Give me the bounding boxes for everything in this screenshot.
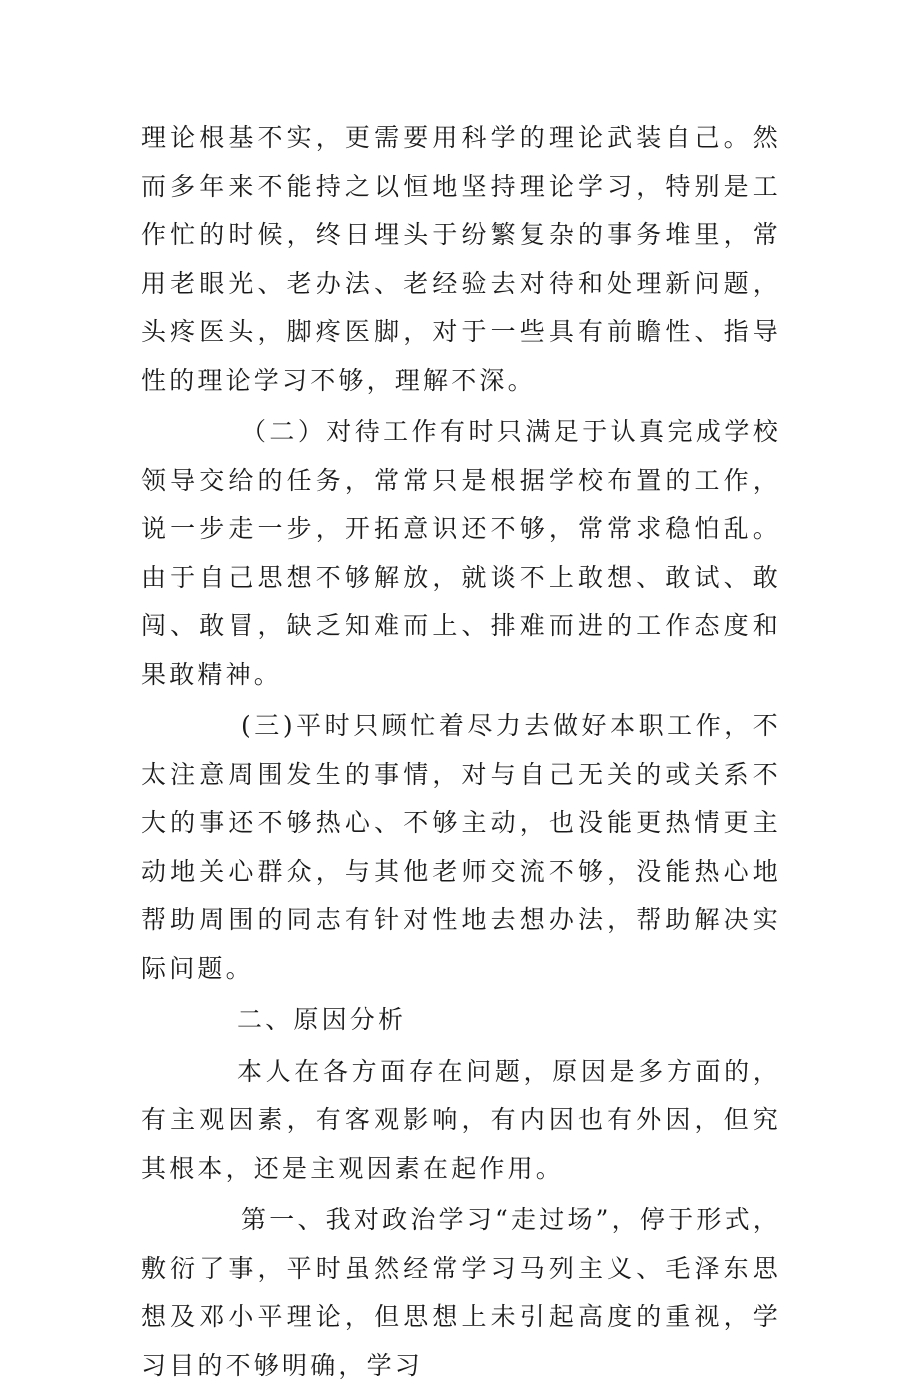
- paragraph-point-2: （二）对待工作有时只满足于认真完成学校领导交给的任务，常常只是根据学校布置的工作，说一步走一步，开拓意识还不够，常常求稳怕乱。由于自己思想不够解放，就谈不上敢想、敢试、敢闯、敢冒，缺乏知难而上、排难而进的工作态度和果敢精神。: [141, 417, 781, 689]
- paragraph-point-3: (三)平时只顾忙着尽力去做好本职工作，不太注意周围发生的事情，对与自己无关的或关系不大的事还不够热心、不够主动，也没能更热情更主动地关心群众，与其他老师交流不够，没能热心地帮助周围的同志有针对性地去想办法，帮助解决实际问题。: [141, 711, 781, 983]
- document-body: [141, 114, 781, 1390]
- section-heading-cause-analysis: 二、原因分析: [237, 1005, 407, 1034]
- paragraph-continuation: 理论根基不实，更需要用科学的理论武装自己。然而多年来不能持之以恒地坚持理论学习，特别是工作忙的时候，终日埋头于纷繁复杂的事务堆里，常用老眼光、老办法、老经验去对待和处理新问题，头疼医头，脚疼医脚，对于一些具有前瞻性、指导性的理论学习不够，理解不深。: [141, 123, 781, 395]
- paragraph-cause-first: 第一、我对政治学习“走过场”，停于形式，敷衍了事，平时虽然经常学习马列主义、毛泽东思想及邓小平理论，但思想上未引起高度的重视，学习目的不够明确，学习: [141, 1205, 781, 1380]
- paragraph-cause-intro: 本人在各方面存在问题，原因是多方面的，有主观因素，有客观影响，有内因也有外因，但究其根本，还是主观因素在起作用。: [141, 1056, 781, 1183]
